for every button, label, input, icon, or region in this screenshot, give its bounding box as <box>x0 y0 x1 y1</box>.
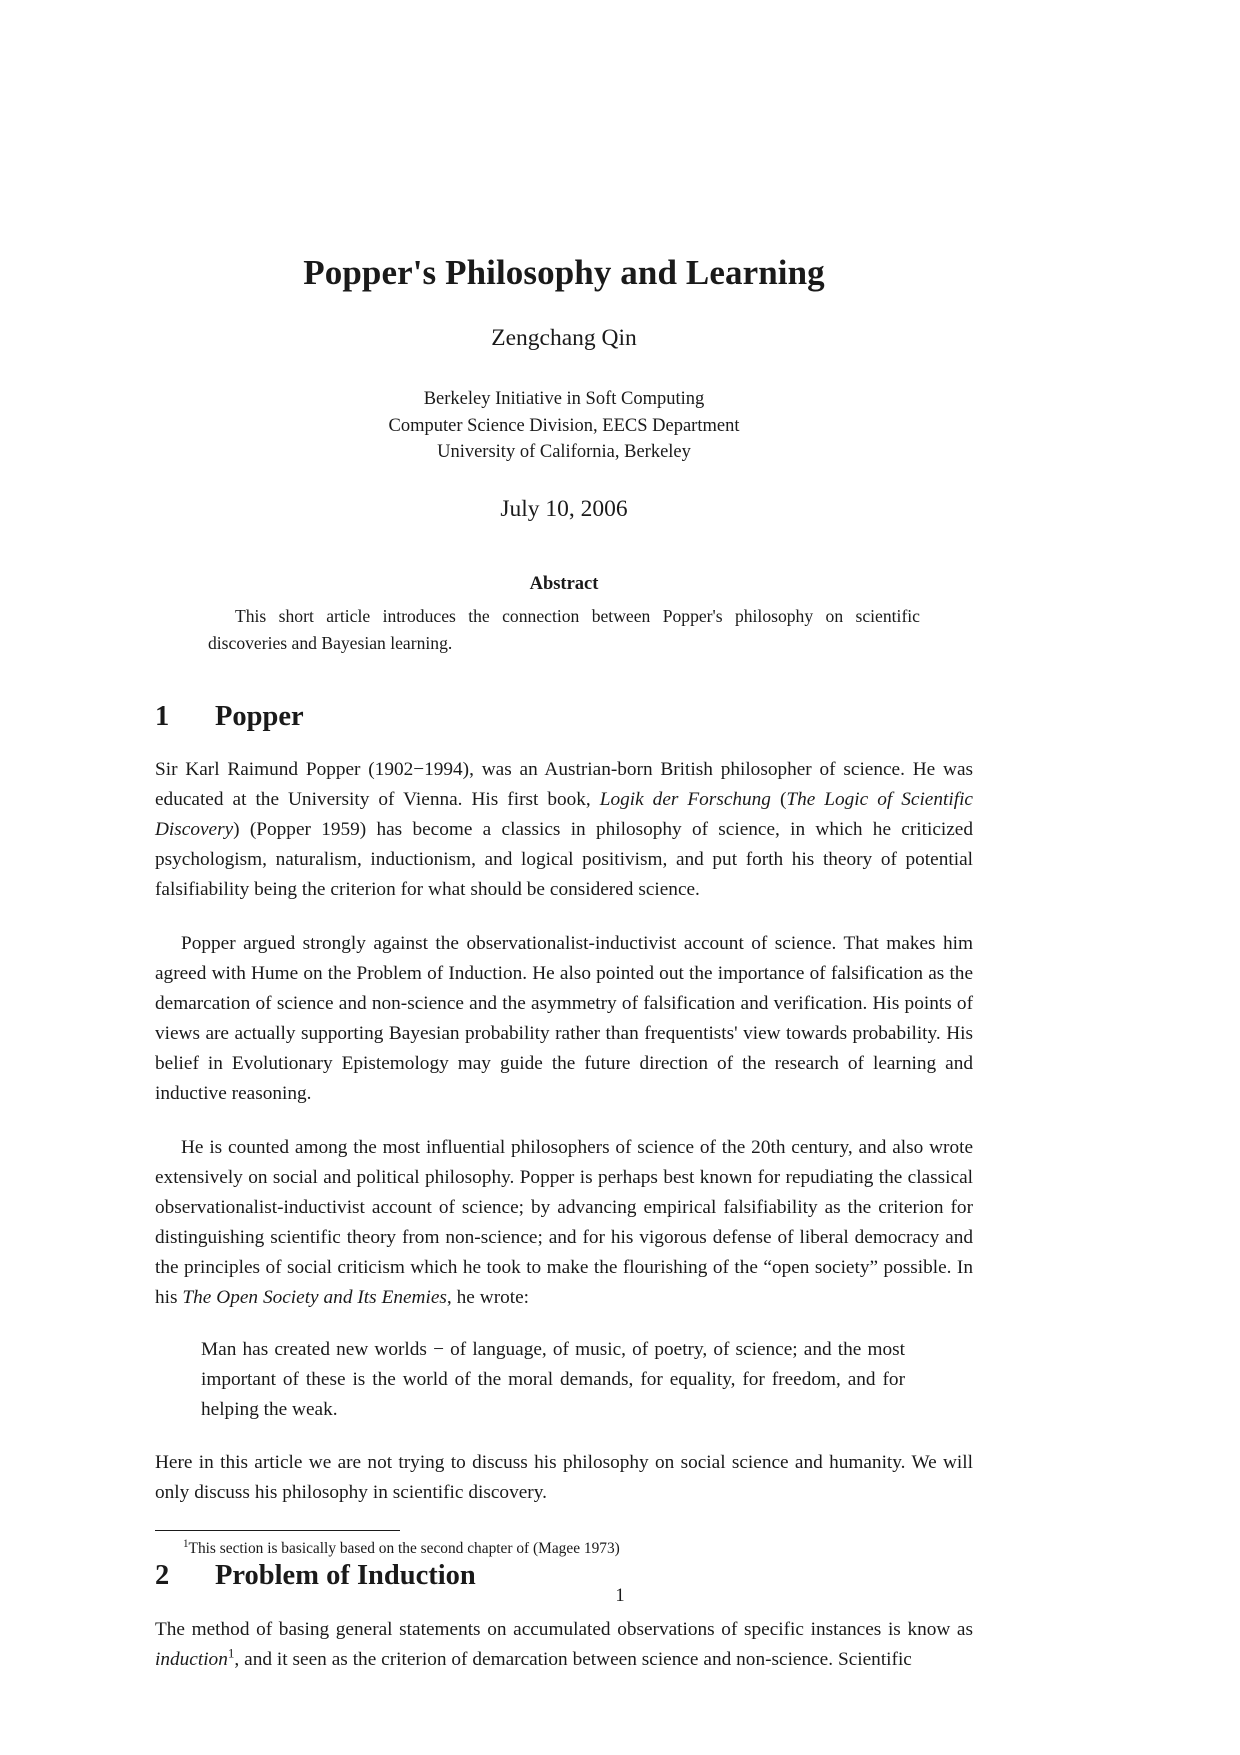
author-name: Zengchang Qin <box>491 325 637 352</box>
block-quote <box>155 1313 973 1425</box>
affiliation-block <box>155 352 973 465</box>
text-run: Popper argued strongly against the observationalist-inductivist account of science. That makes him agreed with Hume on the Problem of Induction. He also pointed out the importance of falsification as the demarcation of science and non-science and the asymmetry of falsification and verification. His points of views are actually supporting Bayesian probability rather than frequentists' view towards probability. His belief in Evolutionary Epistemology may guide the future direction of the research of learning and inductive reasoning. <box>155 933 973 1105</box>
block-quote-text: Man has created new worlds − of language, of music, of poetry, of science; and the most important of these is the world of the moral demands, for equality, for freedom, and for helping the weak. <box>201 1339 905 1421</box>
text-run-italic: The Open Society and Its Enemies <box>182 1287 447 1309</box>
affiliation-line-2: Computer Science Division, EECS Department <box>388 415 740 436</box>
section-1-heading <box>155 701 973 732</box>
section-1 <box>155 657 973 1508</box>
page-title: Popper's Philosophy and Learning <box>303 253 825 292</box>
text-run: ( <box>770 789 787 811</box>
text-run: He is counted among the most influential philosophers of science of the 20th century, and also wrote extensively on social and political philosophy. Popper is perhaps best known for repudiating the classical observationalist-inductivist account of science; by advancing empirical falsifiability as the criterion for distinguishing scientific theory from non-science; and for his vigorous defense of liberal democracy and the principles of social criticism which he took to make the flourishing of the “open society” possible. In his <box>155 1137 973 1309</box>
text-run: , he wrote: <box>446 1287 530 1309</box>
footnote-rule <box>155 1530 400 1531</box>
section-1-title: Popper <box>215 701 304 733</box>
text-run: Sir Karl Raimund Popper (1902−1994), was an Austrian-born British philosopher of science. He was educated at the University of Vienna. His first book, <box>155 759 973 811</box>
text-run-italic: induction <box>155 1648 228 1670</box>
text-run: , and it seen as the criterion of demarcation between science and non-science. Scientific <box>234 1648 912 1670</box>
footnote-marker[interactable]: 1 <box>227 1645 235 1661</box>
footnote-body: This section is basically based on the second chapter of (Magee 1973) <box>188 1540 620 1557</box>
footnote-number: 1 <box>183 1537 189 1550</box>
paragraph <box>155 732 973 905</box>
text-run-italic: The Logic of Scientific Discovery <box>155 789 973 841</box>
document-content <box>155 0 973 1675</box>
footnote-text <box>155 1538 973 1560</box>
paragraph <box>155 1109 973 1313</box>
section-2-title: Problem of Induction <box>215 1560 476 1592</box>
footnote-area <box>155 1530 973 1560</box>
affiliation-line-1: Berkeley Initiative in Soft Computing <box>423 389 705 410</box>
section-2-number: 2 <box>155 1560 170 1592</box>
publication-date: July 10, 2006 <box>500 496 628 523</box>
text-run: The method of basing general statements on accumulated observations of specific instances is know as <box>155 1618 973 1640</box>
abstract-heading: Abstract <box>529 574 599 595</box>
affiliation-line-3: University of California, Berkeley <box>437 442 691 463</box>
abstract-section <box>208 523 920 657</box>
paragraph: Here in this article we are not trying to discuss his philosophy on social science and humanity. We will only discuss his philosophy in scientific discovery. <box>155 1452 973 1504</box>
section-1-number: 1 <box>155 701 170 733</box>
abstract-text: This short article introduces the connection between Popper's philosophy on scientific discoveries and Bayesian learning. <box>208 606 920 654</box>
page-number: 1 <box>615 1586 625 1606</box>
text-run: ) (Popper 1959) has become a classics in philosophy of science, in which he criticized psychologism, naturalism, inductionism, and logical positivism, and put forth his theory of potential falsifiability being the criterion for what should be considered science. <box>155 819 973 901</box>
text-run-italic: Logik der Forschung <box>599 789 771 811</box>
title-block <box>155 0 973 523</box>
paragraph <box>155 905 973 1109</box>
